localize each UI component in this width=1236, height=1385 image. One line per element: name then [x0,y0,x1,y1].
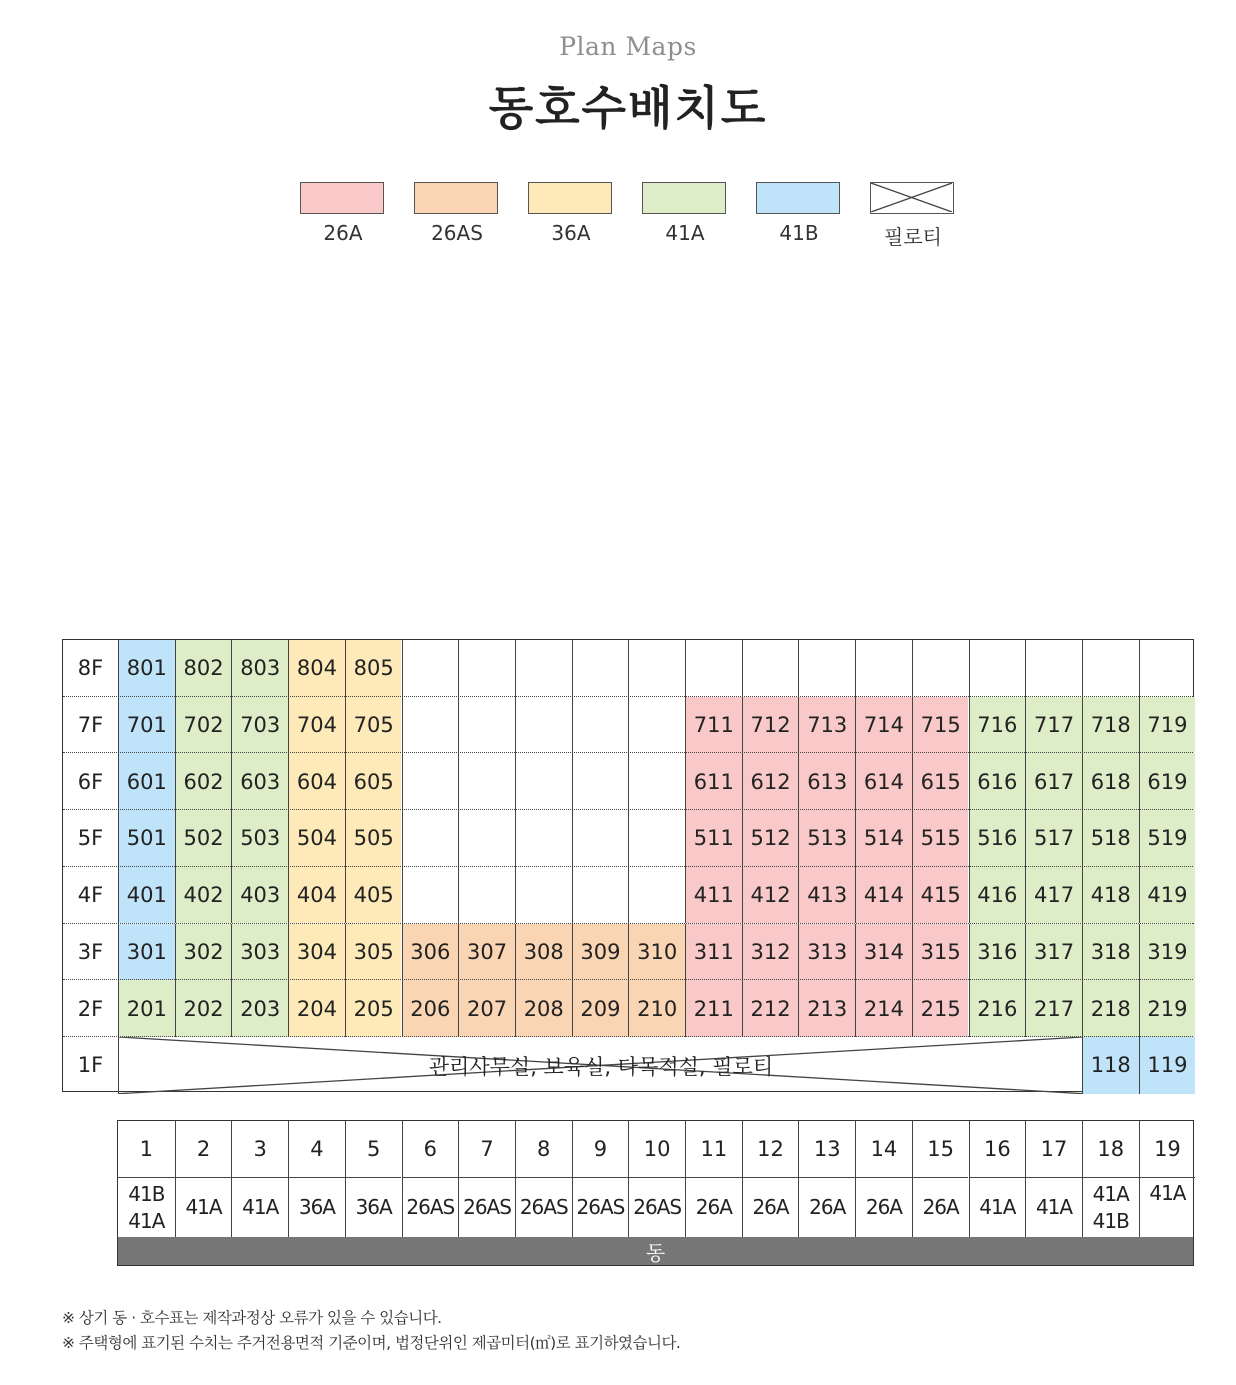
line-type-cell [798,1178,855,1237]
line-number: 3 [231,1121,288,1178]
line-number: 8 [515,1121,572,1178]
line-type-label: 36A [298,1195,335,1219]
line-type-cell [1139,1178,1196,1237]
legend-label: 36A [551,221,591,245]
empty-cell [628,640,685,697]
line-number: 16 [969,1121,1026,1178]
unit-cell: 313 [798,924,855,981]
unit-cell: 203 [231,980,288,1037]
legend-item-2 [528,182,614,245]
unit-cell: 314 [855,924,912,981]
legend-label: 26AS [431,221,483,245]
unit-cell: 714 [855,697,912,754]
row-divider [63,923,1193,924]
unit-cell: 317 [1025,924,1082,981]
empty-cell [458,640,515,697]
unit-cell: 318 [1082,924,1139,981]
line-type-label: 26A [809,1195,846,1219]
unit-cell: 718 [1082,697,1139,754]
unit-cell: 705 [345,697,402,754]
unit-cell: 201 [118,980,175,1037]
legend-item-4 [756,182,842,245]
row-divider [63,1036,1193,1037]
unit-cell: 405 [345,867,402,924]
unit-cell: 715 [912,697,969,754]
line-number: 5 [345,1121,402,1178]
unit-cell: 416 [969,867,1026,924]
legend-label: 26A [323,221,363,245]
line-type-cell [628,1178,685,1237]
floor-plan-grid [62,639,1194,1092]
row-divider [63,696,1193,697]
empty-cell [969,640,1026,697]
pilotis-cross-icon [870,182,954,214]
unit-cell: 719 [1139,697,1196,754]
line-type-cell [572,1178,629,1237]
empty-cell [402,640,459,697]
empty-cell [402,810,459,867]
note-1: ※ 상기 동 · 호수표는 제작과정상 오류가 있을 수 있습니다. [62,1309,442,1327]
line-type-cell [175,1178,232,1237]
line-type-label: 41A [1092,1181,1129,1206]
unit-cell: 604 [288,753,345,810]
unit-cell: 217 [1025,980,1082,1037]
unit-cell: 206 [402,980,459,1037]
empty-cell [515,810,572,867]
line-type-cell [969,1178,1026,1237]
unit-cell: 513 [798,810,855,867]
unit-cell: 118 [1082,1037,1139,1094]
line-number: 9 [572,1121,629,1178]
line-type-label: 26AS [463,1195,511,1219]
legend-label: 41B [779,221,819,245]
empty-cell [1025,640,1082,697]
line-number: 10 [628,1121,685,1178]
empty-cell [798,640,855,697]
unit-cell: 303 [231,924,288,981]
legend-swatch [414,182,498,214]
unit-cell: 516 [969,810,1026,867]
unit-cell: 414 [855,867,912,924]
page-title: 동호수배치도 [488,81,768,135]
unit-cell: 418 [1082,867,1139,924]
line-number: 12 [742,1121,799,1178]
unit-cell: 301 [118,924,175,981]
unit-cell: 517 [1025,810,1082,867]
unit-cell: 601 [118,753,175,810]
line-type-label: 41A [979,1195,1016,1219]
legend-item-5 [870,182,956,250]
line-type-label: 41B [1092,1208,1129,1233]
legend-item-3 [642,182,728,245]
unit-cell: 212 [742,980,799,1037]
empty-cell [402,697,459,754]
empty-cell [855,640,912,697]
floor-label: 7F [77,713,104,738]
unit-cell: 316 [969,924,1026,981]
line-number: 2 [175,1121,232,1178]
line-number: 17 [1025,1121,1082,1178]
line-type-cell [515,1178,572,1237]
legend-item-0 [300,182,386,245]
unit-cell: 803 [231,640,288,697]
legend-swatch [528,182,612,214]
unit-cell: 802 [175,640,232,697]
legend-item-1 [414,182,500,245]
floor-label: 8F [77,656,104,681]
empty-cell [628,753,685,810]
floor-label: 5F [77,826,104,851]
line-type-label: 26AS [576,1195,625,1219]
unit-cell: 605 [345,753,402,810]
unit-cell: 310 [628,924,685,981]
row-divider [63,809,1193,810]
line-type-label: 26AS [519,1195,568,1219]
unit-cell: 403 [231,867,288,924]
unit-cell: 801 [118,640,175,697]
unit-cell: 319 [1139,924,1196,981]
unit-cell: 411 [685,867,742,924]
unit-cell: 603 [231,753,288,810]
unit-cell: 216 [969,980,1026,1037]
line-number: 6 [402,1121,459,1178]
floor-label: 4F [77,883,104,908]
unit-cell: 415 [912,867,969,924]
unit-cell: 717 [1025,697,1082,754]
unit-cell: 619 [1139,753,1196,810]
unit-cell: 602 [175,753,232,810]
unit-cell: 306 [402,924,459,981]
unit-cell: 208 [515,980,572,1037]
line-type-cell [458,1178,515,1237]
empty-cell [572,697,629,754]
unit-cell: 205 [345,980,402,1037]
line-type-label: 41B [128,1181,165,1206]
empty-cell [1082,640,1139,697]
unit-cell: 519 [1139,810,1196,867]
empty-cell [572,640,629,697]
unit-cell: 413 [798,867,855,924]
unit-cell: 211 [685,980,742,1037]
line-type-label: 26A [695,1195,732,1219]
note-2: ※ 주택형에 표기된 수치는 주거전용면적 기준이며, 법정단위인 제곱미터(㎡)로 표기하였습니다. [62,1334,681,1352]
floor-label: 2F [77,996,104,1021]
line-type-cell [231,1178,288,1237]
unit-cell: 404 [288,867,345,924]
line-type-label: 41A [128,1208,165,1233]
unit-cell: 419 [1139,867,1196,924]
legend [0,182,1236,262]
unit-cell: 702 [175,697,232,754]
line-type-cell [402,1178,459,1237]
floor-label: 3F [77,939,104,964]
unit-cell: 512 [742,810,799,867]
line-type-label: 26A [865,1195,902,1219]
line-type-label: 36A [355,1195,392,1219]
unit-cell: 514 [855,810,912,867]
unit-cell: 204 [288,980,345,1037]
unit-cell: 704 [288,697,345,754]
empty-cell [458,810,515,867]
unit-cell: 215 [912,980,969,1037]
unit-cell: 312 [742,924,799,981]
unit-cell: 614 [855,753,912,810]
unit-cell: 716 [969,697,1026,754]
line-number: 15 [912,1121,969,1178]
line-type-cell [855,1178,912,1237]
line-number: 19 [1139,1121,1196,1178]
line-type-label: 41A [185,1195,222,1219]
unit-cell: 214 [855,980,912,1037]
unit-cell: 611 [685,753,742,810]
line-number: 13 [798,1121,855,1178]
empty-cell [402,867,459,924]
empty-cell [628,810,685,867]
unit-cell: 309 [572,924,629,981]
unit-cell: 218 [1082,980,1139,1037]
empty-cell [912,640,969,697]
unit-cell: 618 [1082,753,1139,810]
floor-label: 1F [77,1053,104,1078]
unit-cell: 515 [912,810,969,867]
pilotis-label: 관리사무실, 보육실, 다목적실, 필로티 [428,1054,774,1079]
unit-cell: 315 [912,924,969,981]
dong-bar: 동 [118,1237,1193,1265]
unit-cell: 213 [798,980,855,1037]
line-type-cell [288,1178,345,1237]
empty-cell [628,697,685,754]
page-subtitle: Plan Maps [559,32,697,61]
unit-cell: 412 [742,867,799,924]
empty-cell [458,753,515,810]
empty-cell [458,867,515,924]
unit-cell: 504 [288,810,345,867]
row-divider [63,752,1193,753]
unit-cell: 616 [969,753,1026,810]
unit-cell: 402 [175,867,232,924]
empty-cell [458,697,515,754]
unit-cell: 302 [175,924,232,981]
unit-cell: 617 [1025,753,1082,810]
line-type-table [117,1120,1194,1266]
unit-cell: 701 [118,697,175,754]
empty-cell [742,640,799,697]
pilotis-area [118,1037,1082,1094]
unit-cell: 311 [685,924,742,981]
empty-cell [572,810,629,867]
row-divider [63,866,1193,867]
unit-cell: 501 [118,810,175,867]
unit-cell: 503 [231,810,288,867]
unit-cell: 613 [798,753,855,810]
unit-cell: 804 [288,640,345,697]
legend-swatch [300,182,384,214]
line-number: 11 [685,1121,742,1178]
line-type-cell [685,1178,742,1237]
legend-swatch [756,182,840,214]
line-type-cell [345,1178,402,1237]
line-type-label: 26AS [406,1195,455,1219]
unit-cell: 417 [1025,867,1082,924]
unit-cell: 401 [118,867,175,924]
line-type-label: 26A [922,1195,959,1219]
unit-cell: 713 [798,697,855,754]
empty-cell [685,640,742,697]
line-type-label: 41A [1149,1181,1186,1205]
empty-cell [515,697,572,754]
unit-cell: 210 [628,980,685,1037]
empty-cell [628,867,685,924]
line-number: 18 [1082,1121,1139,1178]
unit-cell: 615 [912,753,969,810]
line-type-label: 26AS [633,1195,682,1219]
empty-cell [572,867,629,924]
line-type-label: 26A [752,1195,789,1219]
line-type-cell [1082,1178,1139,1237]
unit-cell: 307 [458,924,515,981]
line-type-cell [912,1178,969,1237]
line-number: 7 [458,1121,515,1178]
unit-cell: 511 [685,810,742,867]
unit-cell: 119 [1139,1037,1196,1094]
unit-cell: 207 [458,980,515,1037]
unit-cell: 518 [1082,810,1139,867]
line-type-cell [1025,1178,1082,1237]
empty-cell [515,867,572,924]
empty-cell [402,753,459,810]
row-divider [63,979,1193,980]
legend-label: 필로티 [884,225,942,249]
unit-cell: 304 [288,924,345,981]
line-type-cell [742,1178,799,1237]
unit-cell: 805 [345,640,402,697]
unit-cell: 612 [742,753,799,810]
empty-cell [1139,640,1196,697]
line-number: 4 [288,1121,345,1178]
empty-cell [572,753,629,810]
line-type-label: 41A [242,1195,279,1219]
unit-cell: 703 [231,697,288,754]
unit-cell: 712 [742,697,799,754]
line-number: 14 [855,1121,912,1178]
empty-cell [515,753,572,810]
floor-label: 6F [77,769,104,794]
unit-cell: 219 [1139,980,1196,1037]
line-number: 1 [118,1121,175,1178]
unit-cell: 308 [515,924,572,981]
empty-cell [515,640,572,697]
unit-cell: 305 [345,924,402,981]
unit-cell: 505 [345,810,402,867]
legend-label: 41A [665,221,705,245]
unit-cell: 209 [572,980,629,1037]
unit-cell: 711 [685,697,742,754]
legend-swatch [642,182,726,214]
unit-cell: 502 [175,810,232,867]
unit-cell: 202 [175,980,232,1037]
line-type-label: 41A [1035,1195,1073,1219]
line-type-cell [118,1178,175,1237]
